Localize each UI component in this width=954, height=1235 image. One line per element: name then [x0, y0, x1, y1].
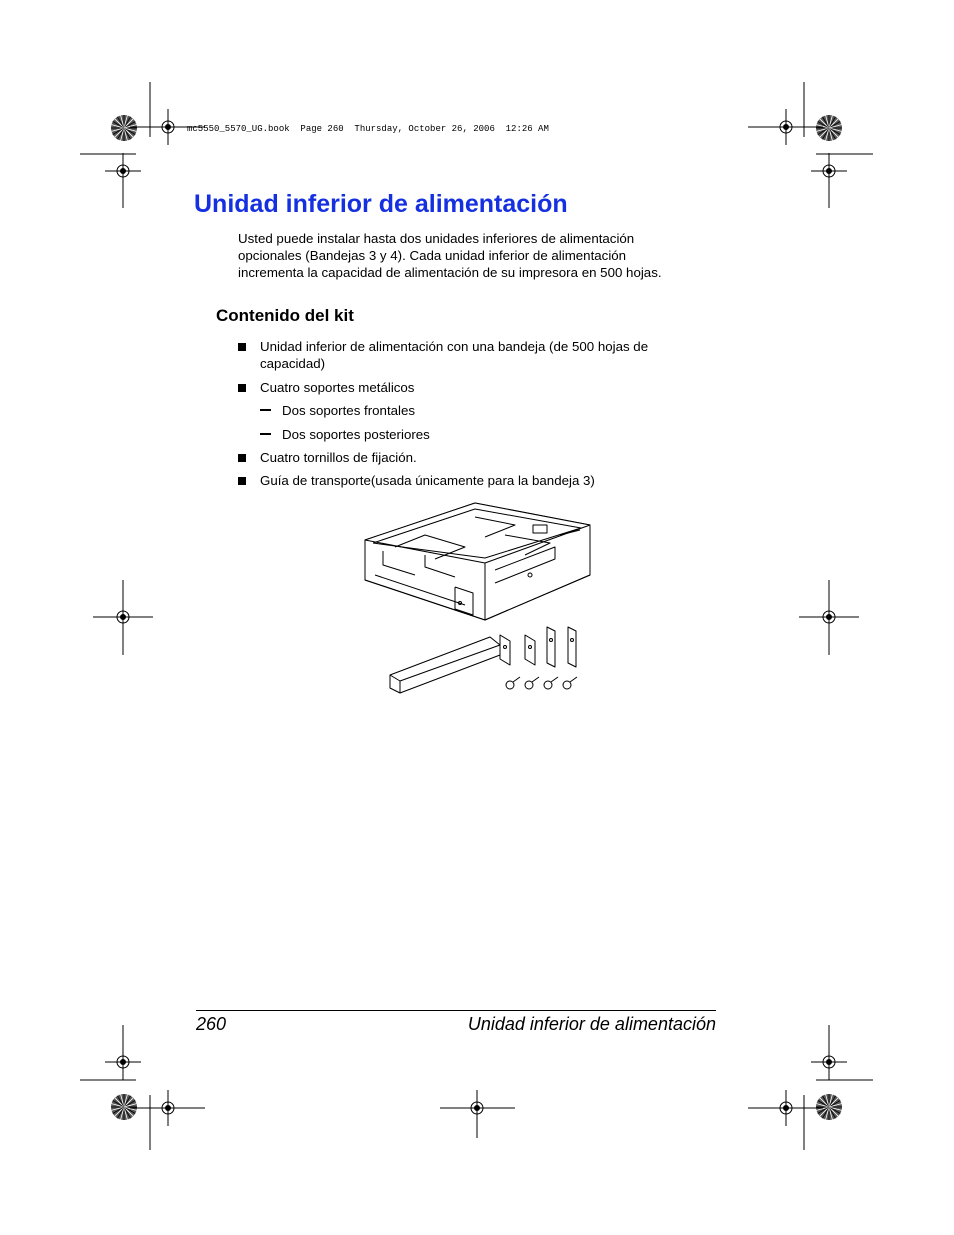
section-title: Contenido del kit	[216, 306, 354, 325]
feeder-unit-drawing	[365, 503, 590, 620]
print-header-info: mc5550_5570_UG.book Page 260 Thursday, October 26, 2006 12:26 AM	[187, 124, 549, 134]
registration-star-icon	[111, 115, 137, 141]
page-number: 260	[196, 1014, 227, 1034]
list-item-text: capacidad)	[260, 356, 326, 371]
list-item	[260, 449, 417, 466]
bullet-icon	[238, 477, 246, 485]
list-item-text: Cuatro tornillos de fijación.	[260, 450, 417, 465]
list-item	[260, 338, 648, 372]
sub-list-item-text: Dos soportes posteriores	[282, 427, 430, 442]
intro-line: opcionales (Bandejas 3 y 4). Cada unidad inferior de alimentación	[238, 248, 627, 263]
page-title: Unidad inferior de alimentación	[194, 190, 568, 218]
intro-line: incrementa la capacidad de alimentación de su impresora en 500 hojas.	[238, 265, 662, 280]
list-item	[260, 472, 595, 489]
dash-icon	[260, 433, 271, 435]
metal-brackets-drawing	[500, 627, 576, 667]
registration-star-icon	[816, 115, 842, 141]
list-item-text: Unidad inferior de alimentación con una bandeja (de 500 hojas de	[260, 339, 649, 354]
list-item	[260, 379, 414, 396]
transport-guide-drawing	[390, 637, 500, 693]
dash-icon	[260, 409, 271, 411]
sub-list-item-text: Dos soportes frontales	[282, 403, 416, 418]
registration-star-icon	[816, 1094, 842, 1120]
screws-drawing	[506, 677, 577, 689]
list-item-text: Cuatro soportes metálicos	[260, 380, 415, 395]
intro-paragraph	[238, 230, 708, 281]
bullet-icon	[238, 384, 246, 392]
running-footer-title: Unidad inferior de alimentación	[467, 1014, 716, 1034]
sub-list-item	[282, 402, 415, 419]
intro-line: Usted puede instalar hasta dos unidades inferiores de alimentación	[238, 231, 635, 246]
registration-star-icon	[111, 1094, 137, 1120]
kit-illustration	[355, 495, 595, 705]
footer-rule	[196, 1010, 716, 1011]
bullet-icon	[238, 343, 246, 351]
sub-list-item	[282, 426, 430, 443]
bullet-icon	[238, 454, 246, 462]
list-item-text: Guía de transporte(usada únicamente para la bandeja 3)	[260, 473, 595, 488]
